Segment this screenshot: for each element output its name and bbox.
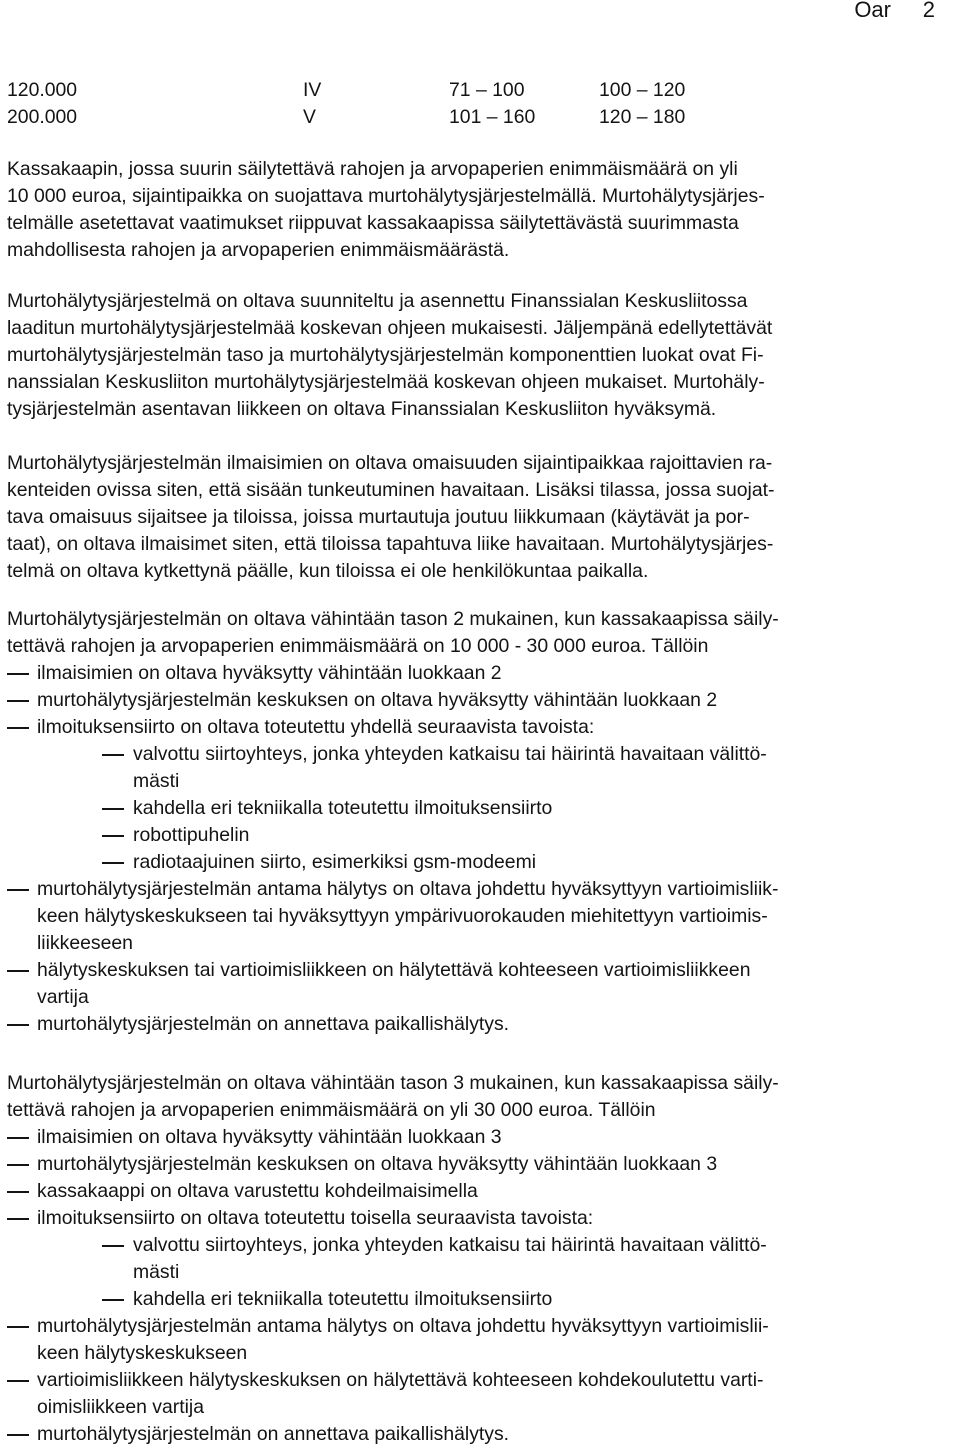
- text-line: kenteiden ovissa siten, että sisään tunkeutuminen havaitaan. Lisäksi tilassa, jossa suojat-: [7, 479, 775, 501]
- sub-list-item: kahdella eri tekniikalla toteutettu ilmoituksensiirto: [7, 1286, 912, 1313]
- list-item: [7, 1367, 912, 1421]
- paragraph-system-design: [7, 288, 912, 423]
- list-item: murtohälytysjärjestelmän on annettava paikallishälytys.: [7, 1011, 912, 1038]
- table-cell: 101 – 160: [449, 106, 536, 128]
- list-item: [7, 1313, 912, 1367]
- text-line: Kassakaapin, jossa suurin säilytettävä rahojen ja arvopaperien enimmäismäärä on yli: [7, 158, 738, 180]
- table-cell: 100 – 120: [599, 79, 686, 101]
- sub-list-item: [7, 741, 912, 795]
- text-line: mahdollisesta rahojen ja arvopaperien enimmäismäärästä.: [7, 239, 510, 261]
- text-line: hälytyskeskuksen tai vartioimisliikkeen on hälytettävä kohteeseen vartioimisliikkeen: [37, 959, 751, 981]
- text-line: tettävä rahojen ja arvopaperien enimmäismäärä on 10 000 - 30 000 euroa. Tällöin: [7, 635, 709, 657]
- text-line: telmä on oltava kytkettynä päälle, kun tiloissa ei ole henkilökuntaa paikalla.: [7, 560, 649, 582]
- list-item: murtohälytysjärjestelmän keskuksen on oltava hyväksytty vähintään luokkaan 2: [7, 687, 912, 714]
- text-line: mästi: [133, 770, 180, 792]
- text-line: tettävä rahojen ja arvopaperien enimmäismäärä on yli 30 000 euroa. Tällöin: [7, 1099, 656, 1121]
- text-line: 10 000 euroa, sijaintipaikka on suojattava murtohälytysjärjestelmällä. Murtohälytysjärjes-: [7, 185, 765, 207]
- text-line: mästi: [133, 1261, 180, 1283]
- text-line: murtohälytysjärjestelmän taso ja murtohälytysjärjestelmän komponenttien luokat ovat Fi-: [7, 344, 764, 366]
- sub-list-item: robottipuhelin: [7, 822, 912, 849]
- text-line: tysjärjestelmän asentavan liikkeen on oltava Finanssialan Keskusliiton hyväksymä.: [7, 398, 717, 420]
- table-cell: 120 – 180: [599, 106, 686, 128]
- text-line: keen hälytyskeskukseen tai hyväksyttyyn ympärivuorokauden miehitettyyn vartioimis-: [37, 905, 768, 927]
- list-item: kassakaappi on oltava varustettu kohdeilmaisimella: [7, 1178, 912, 1205]
- text-line: valvottu siirtoyhteys, jonka yhteyden katkaisu tai häirintä havaitaan välittö-: [133, 743, 767, 765]
- header-label: Oar: [854, 0, 891, 22]
- text-line: tava omaisuus sijaitsee ja tiloissa, joissa murtautuja joutuu liikkumaan (käytävät ja por-: [7, 506, 750, 528]
- list-item: ilmoituksensiirto on oltava toteutettu toisella seuraavista tavoista:: [7, 1205, 912, 1232]
- text-line: taat), on oltava ilmaisimet siten, että tiloissa tapahtuva liike havaitaan. Murtohälytysjärjes-: [7, 533, 774, 555]
- list-item: ilmoituksensiirto on oltava toteutettu yhdellä seuraavista tavoista:: [7, 714, 912, 741]
- table-cell: 120.000: [7, 79, 78, 101]
- table-cell: 71 – 100: [449, 79, 525, 101]
- sub-list-item: radiotaajuinen siirto, esimerkiksi gsm-modeemi: [7, 849, 912, 876]
- text-line: oimisliikkeen vartija: [37, 1396, 205, 1418]
- text-line: laaditun murtohälytysjärjestelmää koskevan ohjeen mukaisesti. Jäljempänä edellytettävät: [7, 317, 773, 339]
- table-cell: 200.000: [7, 106, 78, 128]
- table-cell: V: [303, 106, 316, 128]
- text-line: telmälle asetettavat vaatimukset riippuvat kassakaapissa säilytettävästä suurimmasta: [7, 212, 739, 234]
- paragraph-detectors: [7, 450, 912, 585]
- text-line: Murtohälytysjärjestelmän on oltava vähintään tason 3 mukainen, kun kassakaapissa säily-: [7, 1072, 779, 1094]
- table-cell: IV: [303, 79, 322, 101]
- text-line: Murtohälytysjärjestelmän on oltava vähintään tason 2 mukainen, kun kassakaapissa säily-: [7, 608, 779, 630]
- text-line: nanssialan Keskusliiton murtohälytysjärjestelmää koskevan ohjeen mukaiset. Murtohäly-: [7, 371, 765, 393]
- text-line: murtohälytysjärjestelmän antama hälytys on oltava johdettu hyväksyttyyn vartioimislii-: [37, 1315, 769, 1337]
- list-item: ilmaisimien on oltava hyväksytty vähintään luokkaan 3: [7, 1124, 912, 1151]
- text-line: Murtohälytysjärjestelmän ilmaisimien on oltava omaisuuden sijaintipaikkaa rajoittavien ra-: [7, 452, 773, 474]
- text-line: valvottu siirtoyhteys, jonka yhteyden katkaisu tai häirintä havaitaan välittö-: [133, 1234, 767, 1256]
- text-line: vartioimisliikkeen hälytyskeskuksen on hälytettävä kohteeseen kohdekoulutettu varti-: [37, 1369, 764, 1391]
- text-line: liikkeeseen: [37, 932, 133, 954]
- text-line: vartija: [37, 986, 89, 1008]
- sub-list-item: [7, 1232, 912, 1286]
- paragraph-safe-location: [7, 156, 912, 264]
- text-line: keen hälytyskeskukseen: [37, 1342, 248, 1364]
- list-item: [7, 957, 912, 1011]
- text-line: murtohälytysjärjestelmän antama hälytys on oltava johdettu hyväksyttyyn vartioimisliik-: [37, 878, 779, 900]
- section-level-3: [7, 1070, 912, 1448]
- page-number: 2: [922, 0, 935, 22]
- list-item: murtohälytysjärjestelmän on annettava paikallishälytys.: [7, 1421, 912, 1448]
- text-line: Murtohälytysjärjestelmä on oltava suunniteltu ja asennettu Finanssialan Keskusliitossa: [7, 290, 748, 312]
- list-item: murtohälytysjärjestelmän keskuksen on oltava hyväksytty vähintään luokkaan 3: [7, 1151, 912, 1178]
- list-item: ilmaisimien on oltava hyväksytty vähintään luokkaan 2: [7, 660, 912, 687]
- sub-list-item: kahdella eri tekniikalla toteutettu ilmoituksensiirto: [7, 795, 912, 822]
- section-level-2: [7, 606, 912, 1038]
- list-item: [7, 876, 912, 957]
